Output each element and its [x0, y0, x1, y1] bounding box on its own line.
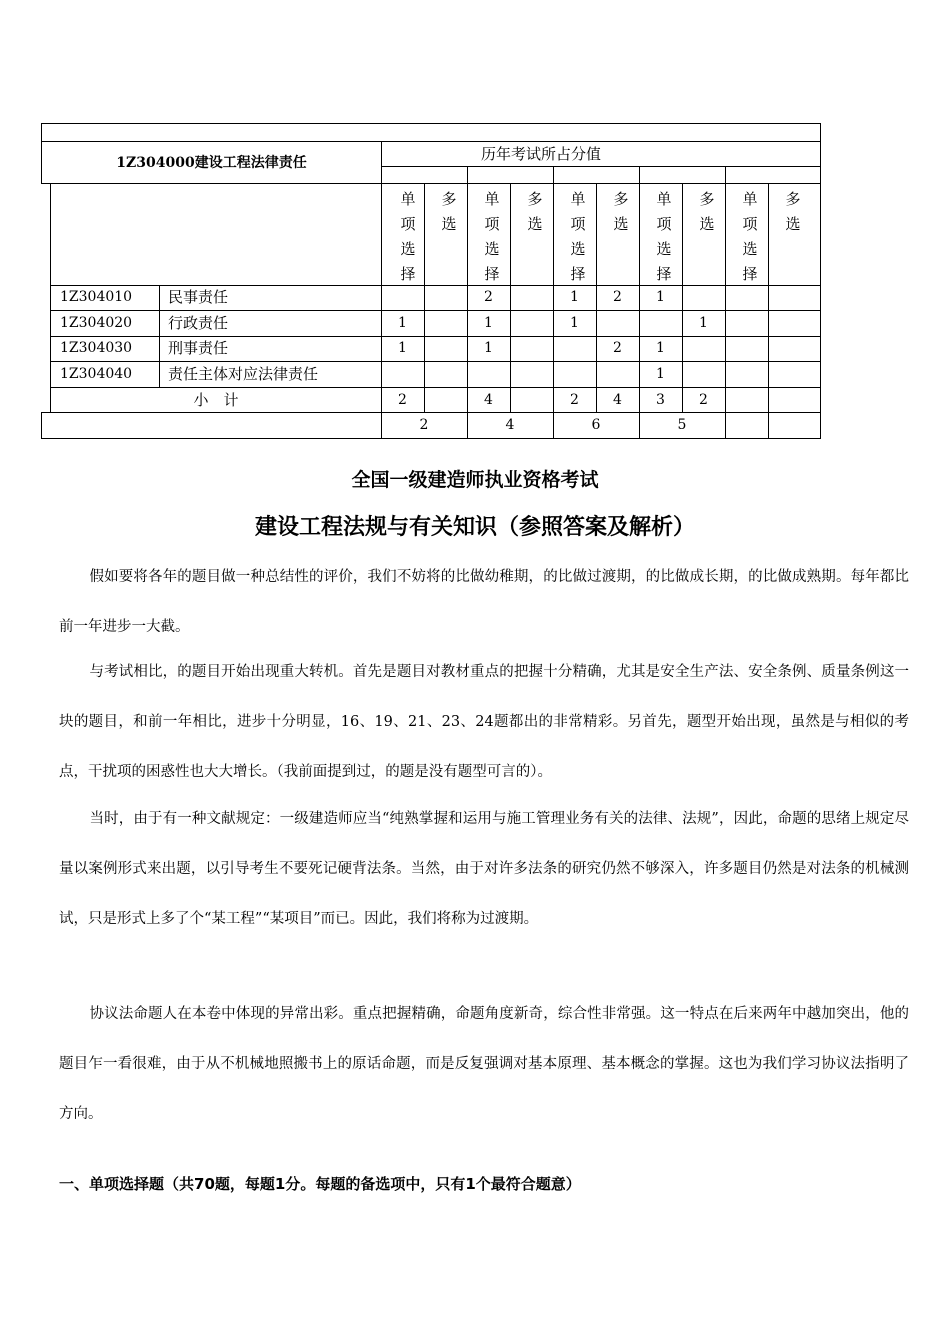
col-type: 单项选择	[484, 190, 500, 283]
row-value: 1	[699, 315, 708, 331]
row-name: 刑事责任	[168, 339, 229, 357]
col-type: 多选	[527, 190, 543, 233]
year-total: 6	[591, 417, 601, 433]
row-code: 1Z304040	[60, 366, 133, 382]
col-type: 单项选择	[656, 190, 672, 283]
col-type: 多选	[699, 190, 715, 233]
year-total: 4	[505, 417, 515, 433]
score-header: 历年考试所占分值	[480, 145, 601, 163]
row-value: 2	[613, 340, 622, 356]
row-name: 责任主体对应法律责任	[168, 365, 319, 383]
row-value: 1	[656, 340, 665, 356]
row-value: 1	[656, 366, 665, 382]
subtotal-value: 4	[484, 392, 493, 408]
subtotal-value: 2	[699, 392, 708, 408]
year-total: 2	[419, 417, 429, 433]
row-value: 1	[570, 289, 579, 305]
row-code: 1Z304020	[60, 315, 133, 331]
paragraph: 协议法命题人在本卷中体现的异常出彩。重点把握精确，命题角度新奇，综合性非常强。这一特点在后来两年中越加突出，他的题目乍一看很难，由于从不机械地照搬书上的原话命题，而是反复强调对基本原理、基本概念的掌握。这也为我们学习协议法指明了方向。	[59, 1006, 909, 1122]
subtotal-label: 小 计	[193, 391, 239, 409]
subtotal-value: 4	[613, 392, 622, 408]
row-value: 1	[398, 340, 407, 356]
row-name: 行政责任	[168, 314, 229, 332]
col-type: 多选	[613, 190, 629, 233]
year-total: 5	[677, 417, 687, 433]
row-name: 民事责任	[168, 288, 229, 306]
document-subtitle: 建设工程法规与有关知识（参照答案及解析）	[254, 515, 695, 540]
paragraph: 假如要将各年的题目做一种总结性的评价，我们不妨将的比做幼稚期，的比做过渡期，的比做成长期，的比做成熟期。每年都比前一年进步一大截。	[59, 569, 909, 635]
row-value: 2	[484, 289, 493, 305]
row-value: 1	[656, 289, 665, 305]
col-type: 多选	[785, 190, 801, 233]
row-value: 1	[484, 340, 493, 356]
row-value: 1	[398, 315, 407, 331]
col-type: 单项选择	[400, 190, 416, 283]
col-type: 单项选择	[570, 190, 586, 283]
col-type: 单项选择	[742, 190, 758, 283]
subtotal-value: 3	[656, 392, 665, 408]
paragraph: 与考试相比，的题目开始出现重大转机。首先是题目对教材重点的把握十分精确，尤其是安全生产法、安全条例、质量条例这一块的题目，和前一年相比，进步十分明显，16、19、21、23、24题都出的非常精彩。另首先，题型开始出现，虽然是与相似的考点，干扰项的困惑性也大大增长。（我前面提到过，的题是没有题型可言的）。	[59, 664, 909, 780]
course-title: 1Z304000建设工程法律责任	[116, 155, 307, 171]
row-value: 2	[613, 289, 622, 305]
subtotal-value: 2	[398, 392, 407, 408]
row-code: 1Z304010	[60, 289, 133, 305]
row-code: 1Z304030	[60, 340, 133, 356]
paragraph: 当时，由于有一种文献规定：一级建造师应当“纯熟掌握和运用与施工管理业务有关的法律、法规”，因此，命题的思绪上规定尽量以案例形式来出题，以引导考生不要死记硬背法条。当然，由于对许多法条的研究仍然不够深入，许多题目仍然是对法条的机械测试，只是形式上多了个“某工程”“某项目”而已。因此，我们将称为过渡期。	[59, 811, 909, 927]
col-type: 多选	[441, 190, 457, 233]
section-heading: 一、单项选择题（共70题，每题1分。每题的备选项中，只有1个最符合题意）	[59, 1175, 581, 1193]
row-value: 1	[484, 315, 493, 331]
row-value: 1	[570, 315, 579, 331]
subtotal-value: 2	[570, 392, 579, 408]
document-title: 全国一级建造师执业资格考试	[351, 469, 599, 491]
